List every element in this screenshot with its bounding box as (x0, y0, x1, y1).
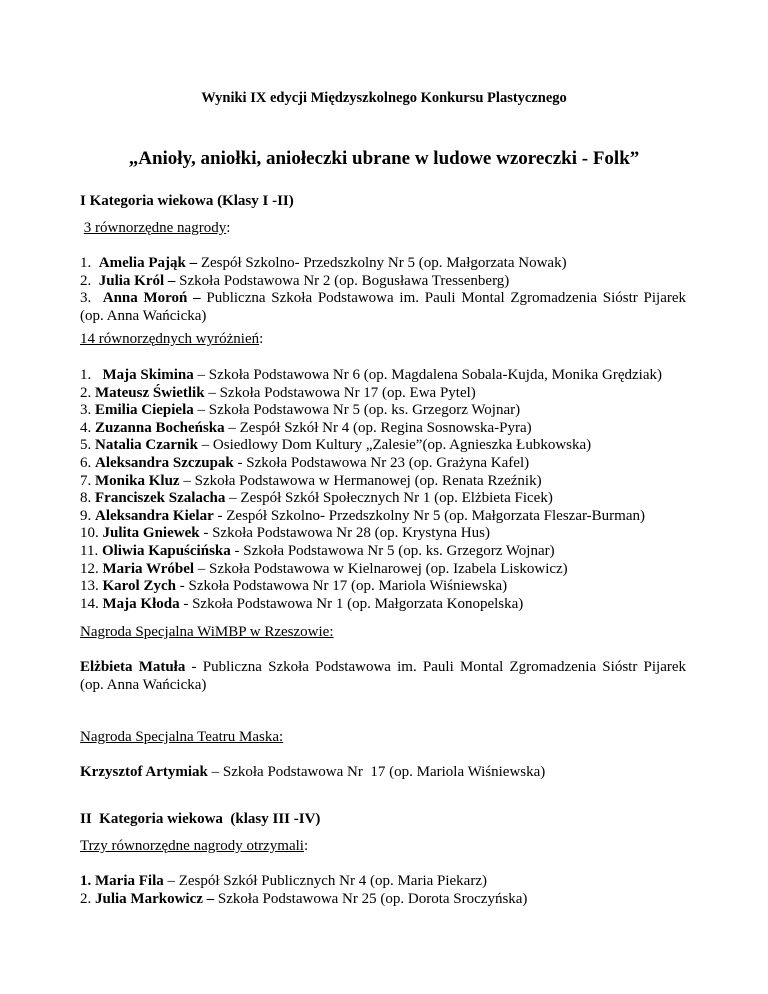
item-number: 4. (80, 419, 92, 436)
winner-details: - Zespół Szkolno- Przedszkolny Nr 5 (op. Małgorzata Fleszar-Burman) (213, 507, 645, 524)
winner-name: Franciszek Szalacha (95, 490, 226, 507)
winner-name: Emilia Ciepiela (95, 402, 194, 419)
winner-name: Aleksandra Szczupak (95, 454, 234, 471)
item-number: 2. (80, 384, 92, 401)
winner-details: – Szkoła Podstawowa Nr 5 (op. ks. Grzegorz Wojnar) (193, 402, 521, 419)
item-number: 6. (80, 454, 92, 471)
winner-details: – Osiedlowy Dom Kultury „Zalesie”(op. Agnieszka Łubkowska) (197, 437, 592, 454)
winner-name: Maja Kłoda (102, 595, 180, 612)
cat2-prizes-label (80, 838, 686, 856)
winner-details: – Szkoła Podstawowa w Kielnarowej (op. Izabela Liskowicz) (194, 560, 568, 577)
list-item (80, 873, 686, 891)
winner-name: Amelia Pająk – (98, 255, 198, 271)
item-number: 12. (80, 560, 99, 577)
winner-details: Szkoła Podstawowa Nr 25 (op. Dorota Sroczyńska) (214, 890, 528, 907)
winner-details: Zespół Szkolno- Przedszkolny Nr 5 (op. Małgorzata Nowak) (197, 255, 567, 271)
list-item (80, 273, 686, 291)
item-number: 8. (80, 490, 92, 507)
list-item (80, 290, 686, 325)
list-item (80, 543, 686, 561)
category-1-heading: I Kategoria wiekowa (Klasy I -II) (80, 193, 294, 209)
item-number: 3. (80, 290, 92, 307)
list-item (80, 437, 686, 455)
item-number: 1. (80, 873, 92, 889)
winner-name: Monika Kluz (95, 472, 180, 489)
winner-name: Krzysztof Artymiak (80, 764, 208, 780)
item-number: 9. (80, 507, 92, 524)
colon: : (226, 220, 231, 236)
winner-name: Julia Markowicz – (95, 890, 215, 907)
cat2-prizes-label-text: Trzy równorzędne nagrody otrzymali (80, 838, 304, 854)
winner-details: - Szkoła Podstawowa Nr 28 (op. Krystyna Hus) (199, 525, 490, 542)
item-number: 5. (80, 437, 92, 454)
winner-name: Maria Wróbel (102, 560, 195, 577)
list-item (80, 455, 686, 473)
item-number: 2. (80, 272, 92, 289)
winner-details: – Szkoła Podstawowa w Hermanowej (op. Renata Rzeźnik) (179, 472, 542, 489)
cat1-awards-list (80, 367, 686, 613)
winner-details: – Zespół Szkół Publicznych Nr 4 (op. Maria Piekarz) (163, 873, 487, 889)
special-award-1-winner (80, 659, 686, 694)
list-item (80, 561, 686, 579)
list-item (80, 596, 686, 614)
winner-details: – Szkoła Podstawowa Nr 6 (op. Magdalena Sobala-Kujda, Monika Grędziak) (193, 367, 662, 383)
list-item (80, 508, 686, 526)
list-item (80, 891, 686, 909)
list-item (80, 578, 686, 596)
winner-details: - Szkoła Podstawowa Nr 1 (op. Małgorzata Konopelska) (179, 595, 524, 612)
cat2-prizes-list (80, 873, 686, 908)
list-item (80, 255, 686, 273)
list-item (80, 473, 686, 491)
winner-details: - Szkoła Podstawowa Nr 5 (op. ks. Grzegorz Wojnar) (230, 542, 555, 559)
document-header: Wyniki IX edycji Międzyszkolnego Konkursu Plastycznego (201, 90, 567, 106)
cat1-prizes-label-text: 3 równorzędne nagrody (83, 220, 227, 236)
winner-name: Mateusz Świetlik (95, 384, 205, 401)
list-item (80, 402, 686, 420)
special-award-2-winner (80, 764, 686, 782)
item-number: 11. (80, 542, 99, 559)
winner-name: Oliwia Kapuścińska (101, 542, 231, 559)
item-number: 7. (80, 472, 92, 489)
category-2-heading: II Kategoria wiekowa (klasy III -IV) (80, 811, 321, 827)
winner-name: Julita Gniewek (102, 525, 200, 542)
item-number: 10. (80, 525, 99, 542)
list-item (80, 525, 686, 543)
item-number: 13. (80, 578, 99, 595)
item-number: 14. (80, 595, 99, 612)
winner-name: Karol Zych (102, 578, 176, 595)
special-award-2-label: Nagroda Specjalna Teatru Maska: (80, 729, 284, 745)
winner-details: – Zespół Szkół Społecznych Nr 1 (op. Elżbieta Ficek) (225, 490, 553, 507)
special-award-1-label: Nagroda Specjalna WiMBP w Rzeszowie: (80, 624, 334, 640)
list-item (80, 490, 686, 508)
winner-details: Szkoła Podstawowa Nr 2 (op. Bogusława Tressenberg) (175, 272, 510, 289)
winner-details: - Szkoła Podstawowa Nr 23 (op. Grażyna Kafel) (233, 454, 530, 471)
list-item (80, 420, 686, 438)
winner-details: – Zespół Szkół Nr 4 (op. Regina Sosnowska-Pyra) (224, 419, 532, 436)
winner-details: – Szkoła Podstawowa Nr 17 (op. Ewa Pytel) (204, 384, 476, 401)
item-number: 1. (80, 367, 92, 383)
list-item (80, 367, 686, 385)
colon: : (259, 331, 264, 347)
item-number: 1. (80, 255, 92, 271)
winner-name: Anna Moroń – (102, 290, 201, 307)
cat1-prizes-label (80, 220, 686, 238)
colon: : (303, 838, 309, 854)
winner-details: - Publiczna Szkoła Podstawowa im. Pauli Montal Zgromadzenia Sióstr Pijarek (op. Anna Wańcicka) (80, 659, 687, 693)
item-number: 2. (80, 890, 92, 907)
list-item (80, 385, 686, 403)
cat1-awards-label (80, 331, 686, 349)
document-title: „Anioły, aniołki, aniołeczki ubrane w ludowe wzoreczki - Folk” (128, 148, 640, 169)
winner-name: Natalia Czarnik (95, 437, 198, 454)
cat1-prizes-list (80, 255, 686, 325)
winner-name: Maja Skimina (102, 367, 194, 383)
winner-name: Elżbieta Matuła (80, 659, 186, 675)
winner-name: Julia Król – (98, 272, 176, 289)
winner-details: Publiczna Szkoła Podstawowa im. Pauli Montal Zgromadzenia Sióstr Pijarek (op. Anna Wańcicka) (80, 290, 687, 324)
winner-details: – Szkoła Podstawowa Nr 17 (op. Mariola Wiśniewska) (207, 764, 546, 780)
cat1-awards-label-text: 14 równorzędnych wyróżnień (80, 331, 260, 347)
winner-name: Maria Fila (95, 873, 164, 889)
winner-name: Aleksandra Kielar (95, 507, 214, 524)
item-number: 3. (80, 402, 92, 419)
winner-details: - Szkoła Podstawowa Nr 17 (op. Mariola Wiśniewska) (175, 578, 508, 595)
winner-name: Zuzanna Bocheńska (95, 419, 225, 436)
